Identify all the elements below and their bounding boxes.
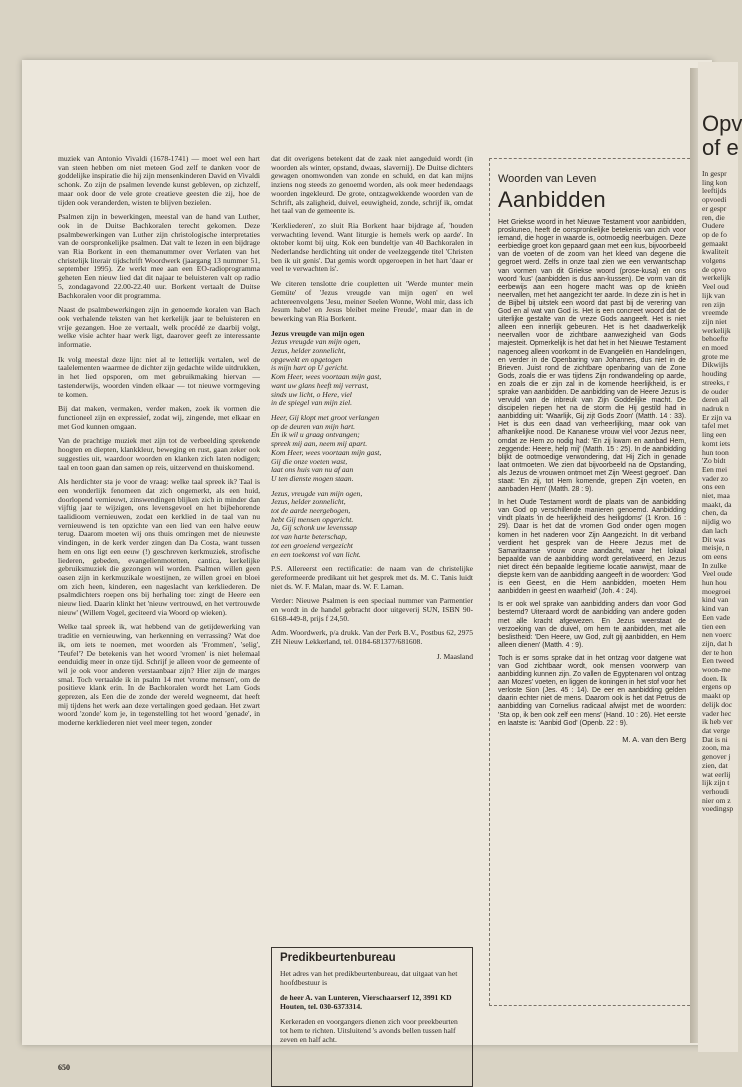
paragraph: Welke taal spreek ik, wat hebbend van de getijdewerking van traditie en vernieuwing, van herkenning en verrassing? Wat doe ik, om iets te noemen, met woorden als 'Frommen', 'selig', 'Teufel'? De betekenis van het woord 'vromen' is niet helemaal eenduidig meer in onze tijd. Schrijf je alleen voor de gemeente of wil je ook voor anderen verstaanbaar zijn? Hier zijn de marges smal. Toch vertaalde ik in psalm 14 met 'vrome mensen', om de positieve klank erin. In de Bachkoralen wordt het Lam Gods geprezen, als Een die de zonde der wereld wegneemt, dat heeft mij tijdens het werk aan deze vertalingen goed gedaan. Het zwart woord 'zonde' kom je, in tegenstelling tot het woord 'genade', in moderne kerkliederen niet veel meer tegen, zonder (58, 622, 260, 728)
poem-line: Jezus vreugde van mijn ogen, (271, 337, 361, 347)
paragraph: In het Oude Testament wordt de plaats van de aanbidding van God op verschillende manieren genoemd. Aanbidding vindt plaats 'in de heerlijkheid des heiligdoms' (1 Kron. 16 : 29). Daar is het dat de vromen God onder ogen mogen komen in het naderen voor Zijn Aangezicht. In dit verband verdient het gesprek van de Heere Jezus met de Samaritaanse vrouw onze aandacht, waar het lokaal bepaalde van de aanbidding wordt gerelativeerd, en Jezus niet direct één bepaalde legitieme locatie aanwijst, maar de diepste kern van de aanbidding aangeeft in de woorden: 'God is een Geest, en die Hem aanbidden, moeten Hem aanbidden in geest en waarheid' (Joh. 4 : 24). (498, 499, 686, 596)
poem-line: sinds uw licht, o Here, viel (271, 389, 352, 399)
poem-line: opgewekt en opgetogen (271, 354, 343, 364)
edge-line: gemaakt (702, 238, 728, 248)
edge-line: leeftijds (702, 186, 727, 196)
poem-stanza-1 (271, 330, 473, 408)
paragraph: Bij dat maken, vermaken, verder maken, zoek ik vormen die functioneel zijn en expressief, zodat wij, zingende, met elkaar en met God kunnen omgaan. (58, 404, 260, 431)
article-title: Aanbidden (498, 187, 606, 212)
poem-line: laat ons huis van nu af aan (271, 465, 354, 475)
paragraph: Van de prachtige muziek met zijn tot de verbeelding sprekende hoogten en diepten, klankkleur, beweging en rust, gaan zeker ook suggesties uit, waardoor woorden en klanken zich laten nodigen; taal en toon gaan dan samen op reis, uitzervend en thuiskomend. (58, 436, 260, 472)
edge-line: dat verge (702, 726, 730, 735)
edge-line: opvoedi (702, 195, 727, 205)
poem-line: want uw glans heeft mij verrast, (271, 380, 369, 390)
edge-line: zijn niet (702, 316, 727, 326)
poem-line: Kom Heer, wees voortaan mijn gast, (271, 447, 382, 457)
edge-line: hun hou (702, 578, 727, 588)
edge-line: niet, maa (702, 491, 730, 501)
edge-line: maakt op (702, 691, 731, 701)
edge-line: wat eerlij (702, 769, 731, 779)
right-page-edge (698, 62, 742, 1052)
edge-line: Veel oude (702, 569, 733, 579)
paragraph: Psalmen zijn in bewerkingen, meestal van de hand van Luther, ook in de Duitse Bachkoralen terecht gekomen. Deze psalmbewerkingen van Luther zijn christologische interpretaties van de oorspronkelijke psalmen. Dat valt te lezen in een bijdrage van Ria Borkent in een themanummer over Verlaten van het christelijk literair tijdschrift Woordwerk (jaargang 13 nummer 51, september 1995). Ze werkt mee aan een EO-radioprogramma geheten Een nieuw lied dat dit najaar te beluisteren valt op radio 5, zondagavond 22.00-22.40 uur. Borkent vertaalt de Duitse Bachkoralen voor dit programma. (58, 212, 260, 300)
poem-line: Gij die onze voeten wast, (271, 456, 348, 466)
edge-line: Veel oud (702, 282, 729, 292)
paragraph: Naast de psalmbewerkingen zijn in genoemde koralen van Bach ook verhalende teksten van het kerkelijk jaar te beluisteren en vrije gezangen. Hoe ze vertaalt, welk procédé ze daarbij volgt, welke visie achter haar werk ligt, daarover geeft ze interessante informatie. (58, 305, 260, 350)
right-page-heading (702, 111, 742, 160)
edge-line: de ouder (702, 386, 729, 396)
edge-line: vader hec (702, 708, 732, 718)
edge-line: Een tweed (702, 656, 734, 666)
page-number: 650 (58, 1063, 70, 1072)
ps-paragraph: P.S. Allereerst een rectificatie: de naam van de christelijke gereformeerde predikant uit het gesprek met ds. M. C. Tanis luidt niet ds. W. F. Malan, maar ds. W. F. Laman. (271, 564, 473, 591)
edge-line: tien een (702, 621, 726, 631)
edge-line: nadruk n (702, 403, 729, 413)
edge-line: de opvo (702, 264, 727, 274)
box-title: Predikbeurtenbureau (280, 952, 396, 964)
poem-line: U ten dienste mogen staan. (271, 473, 354, 483)
paragraph: muziek van Antonio Vivaldi (1678-1741) — moet wel een hart van steen hebben om niet meteen God zelf te danken voor de goddelijke inspiratie die hij zijn mensenkinderen David en Vivaldi schonk. Zo zijn de psalmen levende kunst gebleven, op zichzelf, maar ook door de vele grote creatieve geesten die zij, hoe de tijden ook veranderden, wisten te blijven bezielen. (58, 154, 260, 207)
edge-line: deren all (702, 395, 729, 405)
heading-line: Opv (702, 111, 742, 136)
edge-line: maakt, da (702, 499, 732, 509)
poem-line: Ja, Gij schonk uw levenssap (271, 523, 357, 533)
article-body (498, 219, 686, 744)
edge-line: der te hon (702, 647, 733, 657)
column-middle (271, 155, 473, 975)
column-left (58, 155, 260, 1055)
edge-line: ren zijn (702, 299, 725, 309)
edge-line: ling kon (702, 177, 728, 187)
edge-line: ling een (702, 430, 727, 440)
paragraph: Als herdichter sta je voor de vraag: welke taal spreek ik? Taal is een wonderlijk fenomeen dat zich ongemerkt, als een huid, doorlopend vernieuwt, zinswendingen blijken zich in minder dan vijftig jaar te wijzigen, ons levensgevoel en het bijbehorende taalidioom vernieuwen, zodat een kerklied in de taal van nu vernieuwend is ten opzichte van een lied van een halve eeuw terug. Daarom moeten wij ons thuis omringen met de nieuwste vindingen, in de kerk verder zingen dan Da Costa, want tussen hem en ons ligt een eeuw (!) geschreven kerkmuziek, strofische liederen, gebeden, evangelienmotetten, cantica, kerkelijke gebruiksmuziek die gezongen wil worden. Psalmen willen geen oasen zijn in kerkmuzikale woestijnen, ze willen groei en bloei om zich heen, kinderen, een nageslacht van kerkliederen. De psalmdichters roepen ons bij herhaling toe: zingt de Heere een nieuw lied. Daarin klinkt het 'nieuw vertrouwd, en het vertrouwde nieuw' (Willem Vogel, geciteerd via Woord op wieken). (58, 477, 260, 617)
edge-line: om eens (702, 551, 728, 561)
edge-line: hun toon (702, 447, 729, 457)
edge-line: ons een (702, 482, 725, 492)
edge-line: werkelijk (702, 325, 731, 335)
edge-line: 'Zo bidt (702, 456, 726, 466)
article-series: Woorden van Leven (498, 173, 597, 185)
magazine-page (22, 60, 712, 1072)
paragraph: dat dit overigens betekent dat de zaak niet aangeduid wordt (in woorden als winter, opstand, dwaas, slavernij). De Duitse dichters gewagen onomwonden van zonde en schuld, en dat kan mijns inziens nog steeds zo genoemd worden, als ook meer hedendaags woorden ingekleurd. De grote, ontzagwekkende woorden van de Schrift, als zaligheid, duivel, eeuwigheid, zonde, schrijf ik, omdat het taal van de gemeente is. (271, 154, 473, 216)
ps-paragraph: Adm. Woordwerk, p/a drukk. Van der Perk B.V., Postbus 62, 2975 ZH Nieuw Lekkerland, tel. 0184-681377/681608. (271, 628, 473, 647)
edge-line: lijk zijn t (702, 778, 730, 788)
edge-line: op de fo (702, 229, 727, 239)
poem-line: Jezus, helder zonnelicht, (271, 497, 346, 507)
edge-line: moegroei (702, 586, 731, 596)
edge-line: nijdig wo (702, 517, 731, 527)
poem-line: tot van harte beterschap, (271, 532, 347, 542)
aanbidden-article (489, 158, 695, 1006)
edge-line: nier om z (702, 795, 731, 805)
edge-line: voedingsp (702, 804, 734, 814)
box-intro: Het adres van het predikbeurtenbureau, dat uitgaat van het hoofdbestuur is (280, 969, 458, 987)
predikbeurtenbureau-box (271, 947, 473, 1087)
edge-line: zien, dat (702, 760, 728, 770)
edge-line: delijk doc (702, 699, 733, 709)
edge-line: en moed (702, 343, 728, 353)
poem-line: hebt Gij mensen opgericht. (271, 514, 354, 524)
edge-line: verhoudi (702, 786, 729, 796)
edge-line: ren, die (702, 212, 725, 222)
poem-line: in de spiegel van mijn ziel. (271, 398, 352, 408)
edge-line: ergens op (702, 682, 732, 692)
edge-line: In zulke (702, 560, 727, 570)
edge-line: volgens (702, 256, 726, 266)
edge-line: vreemde (702, 308, 729, 318)
edge-line: kind van (702, 595, 729, 605)
poem-line: Jezus, helder zonnelicht, (271, 346, 346, 356)
edge-line: er gespr (702, 203, 727, 213)
edge-line: zijn, dat h (702, 638, 733, 648)
edge-line: Er zijn va (702, 412, 732, 422)
edge-line: vader zo (702, 473, 728, 483)
edge-line: nen voerc (702, 630, 732, 640)
edge-line: Een mei (702, 464, 728, 474)
author-signature: J. Maasland (436, 651, 473, 661)
paragraph: Het Griekse woord in het Nieuwe Testament voor aanbidden, proskuneo, heeft de oorspronkelijke betekenis van zich voor iemand, die hoger in waarde is, ootmoedig neerbuigen. Deze eerbiedige groet kon gepaard gaan met een kus, bijvoorbeeld van de voeten of de zoom van het kleed van degene die gegroet werd. Zelfs in onze taal zien we een verwantschap van vormen van dit Griekse woord (prose-kusa) en ons woord 'kus' (aanbidden is dus aan-kussen). De vorm van dit eerbewijs aan een hogere macht was op de knieën neervallen, met het aangezicht ter aarde. In deze zin is het in de Bijbel bij uitstek een woord dat past bij de verering van God en al wat van God is. Het is een concreet woord dat de uiterlijke gestalte van de vreze Gods aangeeft. Het is niet alleen een innerlijk gebeuren. Het is het daadwerkelijk neervallen voor de zichtbare aanwezigheid van Gods majesteit. Opmerkelijk is het dat het in het Nieuwe Testament nagenoeg alleen voorkomt in de Evangeliën en Handelingen, en verder in de Openbaring van Johannes, dus niet in de Brieven. Juist rond de zichtbare openbaring van de Zone Gods, zoals die er was tijdens Zijn rondwandeling op aarde, en zoals die er zijn zal in de komende heerlijkheid, is er sprake van aanbidden. De aanbidding van de Heere Jezus is vervuld van de inbreuk van Zijn Goddelijke macht. De discipelen riepen het na de storm die Hij gestild had in aanbidding uit: 'Waarlijk, Gij zijt Gods Zoon' (Matth. 14 : 33). Het is dus een daad van verheerlijking, maar ook van afhankelijke nood. De Kananese vrouw viel voor Jezus neer, omdat ze Hem zo nodig had: 'En zij kwam en aanbad Hem, zeggende: Heere, help mij' (Matth. 15 : 25). In de aanbidding blijkt de ootmoedige verwondering, dat Hij Zich in genade laat ontmoeten. We zien dat bijvoorbeeld na de Opstanding, als Jezus de vrouwen ontmoet met Zijn 'Weest gegroet'. Dan staat: 'En zij, tot Hem komende, grepen Zijn voeten, en aanbaden Hem' (Matth. 28 : 9). (498, 219, 686, 494)
edge-line: Een vade (702, 612, 731, 622)
edge-line: kind van (702, 604, 729, 614)
edge-line: werkelijk (702, 273, 731, 283)
edge-line: houding (702, 369, 727, 379)
edge-line: meisje, n (702, 543, 730, 553)
edge-line: streeks, r (702, 377, 730, 387)
edge-line: Oudere (702, 221, 725, 231)
box-address: de heer A. van Lunteren, Vierschaarserf 12, 3991 KD Houten, tel. 030-6373314. (280, 993, 452, 1011)
right-page-text (702, 170, 738, 814)
edge-line: genover j (702, 752, 731, 762)
paragraph: Ik volg meestal deze lijn: niet al te letterlijk vertalen, wel de taalelementen waarmee de dichter zijn gedachte wilde uitdrukken, in het lied opsporen, om met gebruikmaking hiervan — tastenderwijs, woorden vinden elkaar — tot nieuwe vormgeving te komen. (58, 354, 260, 399)
poem-line: is mijn hart op U gericht. (271, 363, 349, 373)
paragraph: Is er ook wel sprake van aanbidding anders dan voor God bestemd? Uiteraard wordt de aanbidding van andere goden met alle kracht afgewezen. En Jezus weerstaat de verzoeking van de duivel, om hem te aanbidden, met alle beslistheid: 'Den Heere, uw God, zult gij aanbidden, en Hem alleen dienen' (Matth. 4 : 9). (498, 601, 686, 649)
poem-stanza-3 (271, 490, 473, 560)
poem-line: En ik wil u graag ontvangen; (271, 430, 360, 440)
edge-line: Dat is ni (702, 734, 728, 744)
poem-line: en een toekomst vol van licht. (271, 549, 361, 559)
poem-line: op de deuren van mijn hart. (271, 421, 356, 431)
edge-line: zoon, ma (702, 743, 730, 753)
poem-line: Heer, Gij klopt met groot verlangen (271, 412, 380, 422)
edge-line: grote me (702, 351, 729, 361)
poem-line: spreek mij aan, neem mij apart. (271, 439, 368, 449)
edge-line: tafel met (702, 421, 729, 431)
poem-line: Jezus, vreugde van mijn ogen, (271, 488, 363, 498)
paragraph: We citeren tenslotte drie coupletten uit 'Werde munter mein Gemüte' of 'Jezus vreugde van mijn ogen' en wel achtereenvolgens 'Jesu, meiner Seelen Wonne, Wohl mir, dass ich Jesum habe! en Jesus bleibet meine Freude', maar dan in de bewerking van Ria Borkent. (271, 279, 473, 323)
edge-line: kwaliteit (702, 247, 729, 257)
edge-line: ik heb ver (702, 717, 733, 727)
edge-line: dan lach (702, 525, 728, 535)
poem-line: tot een groeiend vergezicht (271, 540, 353, 550)
paragraph: 'Kerkliederen', zo sluit Ria Borkent haar bijdrage af, 'houden verwachting levend. Want liturgie is hemels werk op aarde'. In oktober komt bij uitg. Kok een bundeltje van 40 Bachkoralen in Nederlandse herdichting uit onder de veelzeggende titel 'Christen ben ik uit genis'. Dat gemis wordt opgeroepen in het hart 'daar er veel te verwachten is'. (271, 220, 473, 274)
ps-paragraph: Verder: Nieuwe Psalmen is een speciaal nummer van Parmentier en wordt in de handel gebracht door uitgeverij SUN, ISBN 90-6168-449-8, prijs f 24,50. (271, 596, 473, 623)
edge-line: Dit was (702, 534, 726, 544)
poem-line: Kom Heer, wees voortaan mijn gast, (271, 372, 382, 382)
poem-line: tot de aarde neergebogen, (271, 506, 351, 516)
edge-line: komt iets (702, 438, 731, 448)
poem-title: Jezus vreugde van mijn ogen (271, 328, 365, 338)
article-signature: M. A. van den Berg (622, 734, 686, 744)
paragraph: Toch is er soms sprake dat in het ontzag voor datgene wat van God zichtbaar wordt, ook mensen voorwerp van aanbidding kunnen zijn. Zo vallen de Egyptenaren vol ontzag aan Mozes' voeten, en liggen de koningen in het stof voor het verloste Sion (Jes. 45 : 14). De eer en aanbidding gelden daarin echter niet de mens. Daarom ook is het dat Petrus de aanbidding van Cornelius radicaal afwijst met de woorden: 'Sta op, ik ben ook zelf een mens' (Hand. 10 : 26). Het eerste en laatste is: 'Aanbid God' (Openb. 22 : 9). (498, 654, 686, 727)
edge-line: woon-me (702, 665, 731, 675)
box-note: Kerkeraden en voorgangers dienen zich voor preekbeurten tot hem te richten. Uitsluitend 's avonds bellen tussen half zeven en half acht. (280, 1017, 458, 1044)
edge-line: In gespr (702, 169, 727, 178)
edge-line: doen. Ik (702, 673, 727, 683)
heading-line: of e (702, 135, 739, 160)
edge-line: lijk van (702, 290, 725, 300)
edge-line: behoefte (702, 334, 729, 344)
edge-line: Dikwijls (702, 360, 729, 370)
book-gutter (690, 68, 698, 1043)
poem-stanza-2 (271, 414, 473, 484)
edge-line: chen, da (702, 508, 728, 518)
